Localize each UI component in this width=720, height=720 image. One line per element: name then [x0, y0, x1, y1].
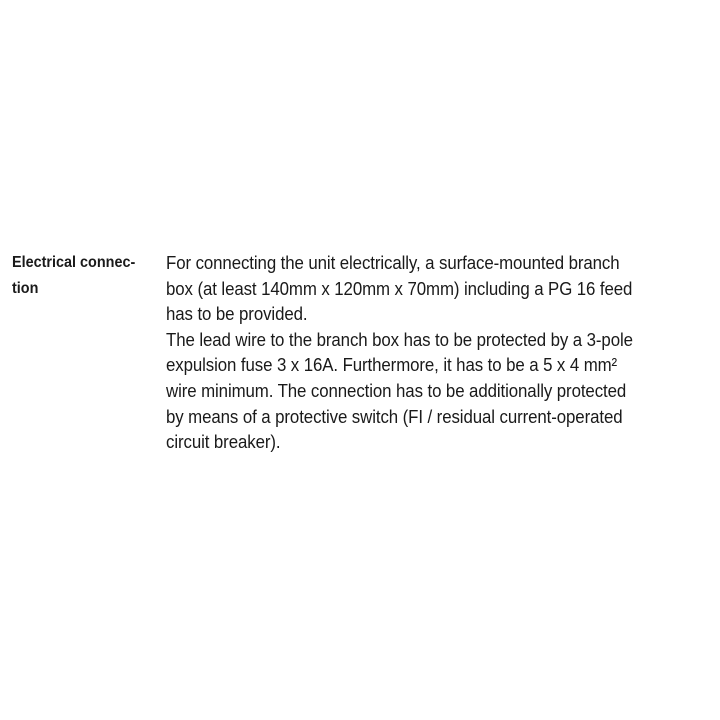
body-line: expulsion fuse 3 x 16A. Furthermore, it has to be a 5 x 4 mm² [166, 354, 618, 376]
body-line: For connecting the unit electrically, a surface-mounted branch [166, 252, 620, 273]
section-body [166, 250, 663, 455]
section-label [12, 250, 151, 455]
body-line: by means of a protective switch (FI / residual current-operated [166, 405, 623, 427]
body-line: wire minimum. The connection has to be additionally protected [166, 379, 627, 401]
electrical-connection-section [12, 250, 712, 455]
body-line: The lead wire to the branch box has to be protected by a 3-pole [166, 328, 633, 350]
label-line: tion [12, 279, 39, 297]
body-line: box (at least 140mm x 120mm x 70mm) including a PG 16 feed [166, 277, 633, 299]
label-line: Electrical connec- [12, 254, 136, 271]
body-line: has to be provided. [166, 303, 308, 325]
body-line: circuit breaker). [166, 431, 281, 453]
